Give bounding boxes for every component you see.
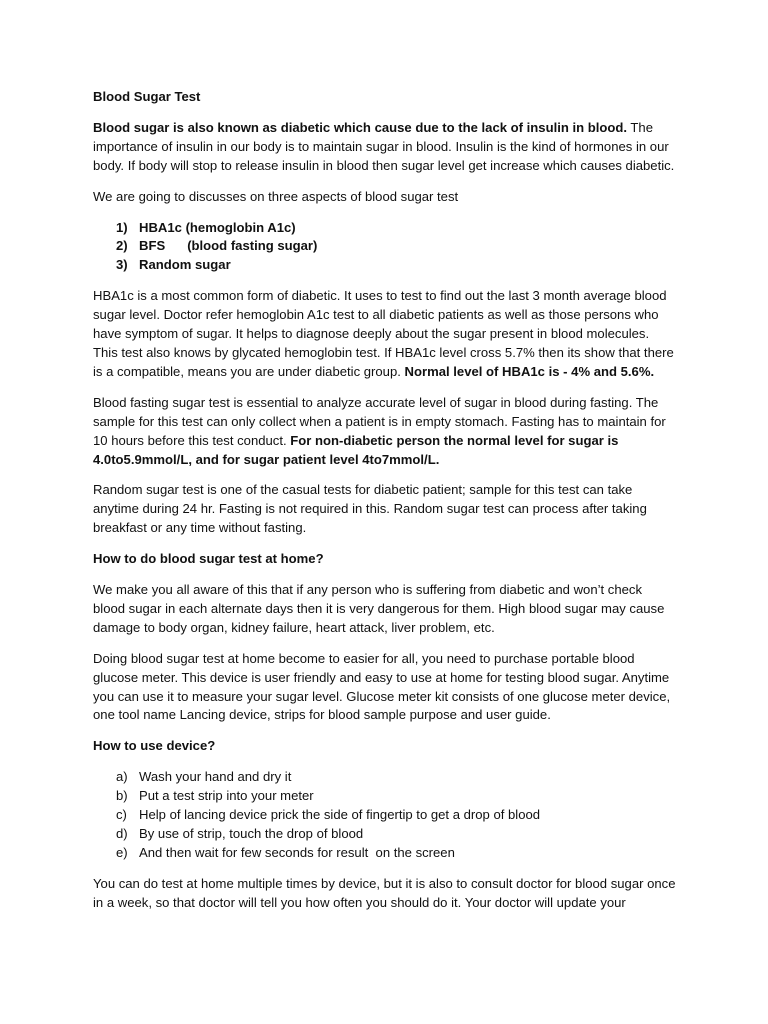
list-item-note: (blood fasting sugar) — [187, 238, 318, 254]
home-test-heading: How to do blood sugar test at home? — [93, 551, 324, 567]
list-item-text: HBA1c (hemoglobin A1c) — [139, 219, 296, 235]
list-item — [93, 844, 676, 863]
list-marker: c) — [116, 807, 127, 823]
list-marker: 1) — [116, 219, 128, 235]
steps-list — [93, 768, 676, 863]
aspects-intro: We are going to discusses on three aspects of blood sugar test — [93, 188, 459, 204]
home-paragraph-2: Doing blood sugar test at home become to easier for all, you need to purchase portable blood glucose meter. This device is user friendly and easy to use at home for testing blood sugar. Anytime you can use it to measure your sugar level. Glucose meter kit consists of one glucose meter device, one tool name Lancing device, strips for blood sample purpose and user guide. — [93, 650, 671, 723]
bfs-bold-text: For non-diabetic person the normal level for sugar is 4.0to5.9mmol/L, and for sugar patient level 4to7mmol/L. — [93, 432, 619, 467]
list-item-text: Random sugar — [139, 257, 231, 273]
list-marker: 3) — [116, 257, 128, 273]
list-item — [93, 768, 676, 787]
list-marker: d) — [116, 826, 128, 841]
aspects-list — [93, 219, 676, 276]
list-item — [93, 825, 676, 844]
device-heading: How to use device? — [93, 738, 216, 754]
hba1c-paragraph — [93, 287, 676, 382]
list-marker: 2) — [116, 238, 128, 254]
home-paragraph-1: We make you all aware of this that if any person who is suffering from diabetic and won’t check blood sugar in each alternate days then it is very dangerous for them. High blood sugar may cause damage to body organ, kidney failure, heart attack, liver problem, etc. — [93, 582, 665, 635]
closing-paragraph: You can do test at home multiple times by device, but it is also to consult doctor for blood sugar once in a week, so that doctor will tell you how often you should do it. Your doctor will update your — [93, 875, 676, 910]
hba1c-bold-text: Normal level of HBA1c is - 4% and 5.6%. — [404, 363, 655, 379]
list-item-text: BFS — [139, 238, 166, 254]
list-marker: e) — [116, 844, 128, 860]
list-item-text: Help of lancing device prick the side of fingertip to get a drop of blood — [139, 807, 541, 823]
list-item-text: And then wait for few seconds for result on the screen — [139, 844, 455, 860]
list-marker: a) — [116, 769, 128, 785]
document-title: Blood Sugar Test — [93, 89, 201, 104]
hba1c-text: HBA1c is a most common form of diabetic. It uses to test to find out the last 3 month average blood sugar level. Doctor refer hemoglobin A1c test to all diabetic patients as well as those persons who have symptom of sugar. It helps to diagnose deeply about the sugar present in blood molecules. This test also knows by glycated hemoglobin test. If HBA1c level cross 5.7% then its show that there is a compatible, means you are under diabetic group. — [93, 288, 674, 379]
list-item-text: By use of strip, touch the drop of blood — [139, 826, 364, 841]
bfs-text: Blood fasting sugar test is essential to analyze accurate level of sugar in blood during fasting. The sample for this test can only collect when a patient is in empty stomach. Fasting has to maintain for 10 hours before this test conduct. — [93, 394, 666, 448]
list-item-text: Put a test strip into your meter — [139, 788, 314, 804]
random-sugar-paragraph: Random sugar test is one of the casual tests for diabetic patient; sample for this test can take anytime during 24 hr. Fasting is not required in this. Random sugar test can process after taking breakfast or any time without fasting. — [93, 482, 647, 536]
list-marker: b) — [116, 788, 128, 804]
list-item — [93, 806, 676, 825]
list-item — [93, 219, 676, 238]
list-item — [93, 256, 676, 275]
list-item — [93, 787, 676, 806]
list-item — [93, 237, 676, 256]
list-item-text: Wash your hand and dry it — [139, 769, 292, 785]
intro-text: The importance of insulin in our body is to maintain sugar in blood. Insulin is the kind of hormones in our body. If body will stop to release insulin in blood then sugar level get increase which causes diabetic. — [93, 119, 675, 173]
bfs-paragraph — [93, 394, 676, 470]
intro-paragraph — [93, 119, 676, 176]
intro-bold-text: Blood sugar is also known as diabetic which cause due to the lack of insulin in blood. — [93, 119, 628, 135]
